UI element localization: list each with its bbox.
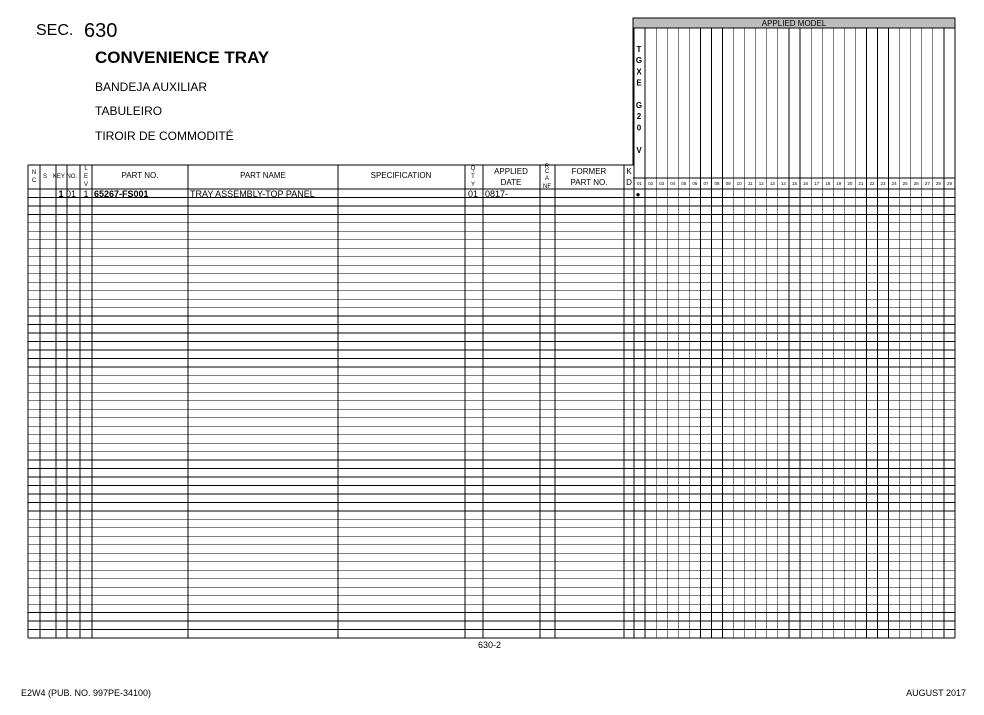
col-header-kd-d: D [626,178,632,187]
model-column-number: 06 [692,181,698,186]
model-column-number: 01 [637,181,643,186]
model-column-number: 11 [747,181,753,186]
model-code-letter: 0 [636,123,642,133]
col-header-qty-t: T [471,174,475,180]
col-header-kd-k: K [626,167,632,176]
model-column-number: 09 [725,181,731,186]
row-1-lev: 1 [83,189,89,199]
model-column-number: 28 [935,181,941,186]
model-column-numbers [637,181,952,186]
model-column-number: 29 [946,181,952,186]
col-header-rcanf-r: R [544,164,550,170]
model-column-number: 07 [703,181,709,186]
col-header-qty-q: Q [470,166,476,172]
col-header-rcanf-c: C [544,169,550,175]
model-code-letter: X [636,67,642,77]
col-header-applied-date-2: DATE [500,178,522,187]
row-1-part-no: 65267-FS001 [94,189,149,199]
title-spanish: BANDEJA AUXILIAR [95,80,208,94]
title-portuguese: TABULEIRO [95,104,163,118]
col-header-qty-y: Y [470,182,476,188]
model-column-number: 05 [681,181,687,186]
model-column-number: 26 [913,181,919,186]
model-column-number: 03 [659,181,665,186]
model-column-number: 10 [736,181,742,186]
col-header-lev-l: L [84,166,88,172]
col-header-lev-v: V [83,182,89,188]
col-header-rcanf-nf: NF [543,184,551,190]
model-column-number: 20 [847,181,853,186]
model-column-number: 25 [902,181,908,186]
model-column-number: 08 [714,181,720,186]
row-1-part-name: TRAY ASSEMBLY-TOP PANEL [190,189,315,199]
model-column-number: 22 [869,181,875,186]
model-column-number: 16 [803,181,809,186]
model-column-number: 14 [780,181,786,186]
page-title: CONVENIENCE TRAY [95,48,270,67]
row-1-applied-date: 0817- [485,189,509,199]
model-code-letter: 2 [636,112,642,122]
section-label: SEC. [36,22,74,39]
publication-number: E2W4 (PUB. NO. 997PE-34100) [21,688,152,698]
col-header-key-no: KEY NO. [52,174,78,180]
page-number: 630-2 [478,640,502,650]
col-header-former-1: FORMER [571,167,607,176]
model-code-letter: V [636,145,642,155]
model-column-number: 21 [858,181,864,186]
col-header-nc-n: N [31,170,37,176]
section-number: 630 [84,20,118,42]
col-header-part-name: PART NAME [240,171,286,180]
model-column-number: 27 [924,181,930,186]
model-column-number: 23 [880,181,886,186]
col-header-applied-date-1: APPLIED [494,167,528,176]
col-header-s: S [42,174,48,180]
col-header-specification: SPECIFICATION [370,171,432,180]
row-1-model-mark: ● [635,190,641,199]
model-column-number: 02 [648,181,654,186]
model-code-letter: G [635,56,643,66]
model-code-letter: G [635,101,643,110]
table-grid-lines [28,18,955,638]
model-column-number: 15 [791,181,798,186]
model-column-number: 12 [758,181,764,186]
model-code-letters [636,45,642,155]
model-code-letter: E [636,78,642,88]
model-column-number: 24 [891,181,897,186]
col-header-nc-c: C [31,178,37,184]
col-header-rcanf-a: A [544,176,550,182]
col-header-former-2: PART NO. [570,178,608,187]
model-column-number: 18 [825,181,831,186]
col-header-part-no: PART NO. [121,171,159,180]
applied-model-heading: APPLIED MODEL [761,19,827,28]
publication-date: AUGUST 2017 [906,688,966,698]
row-1-qty: 01 [467,189,479,199]
model-code-letter: T [636,45,642,54]
model-column-number: 04 [670,181,676,186]
col-header-lev-e: E [83,174,89,180]
model-column-number: 13 [769,181,775,186]
model-column-number: 17 [814,181,820,186]
title-french: TIROIR DE COMMODITÉ [95,129,234,143]
row-1-key-no: 01 [65,189,77,199]
row-1-s: 1 [58,189,64,199]
model-column-number: 19 [836,181,842,186]
